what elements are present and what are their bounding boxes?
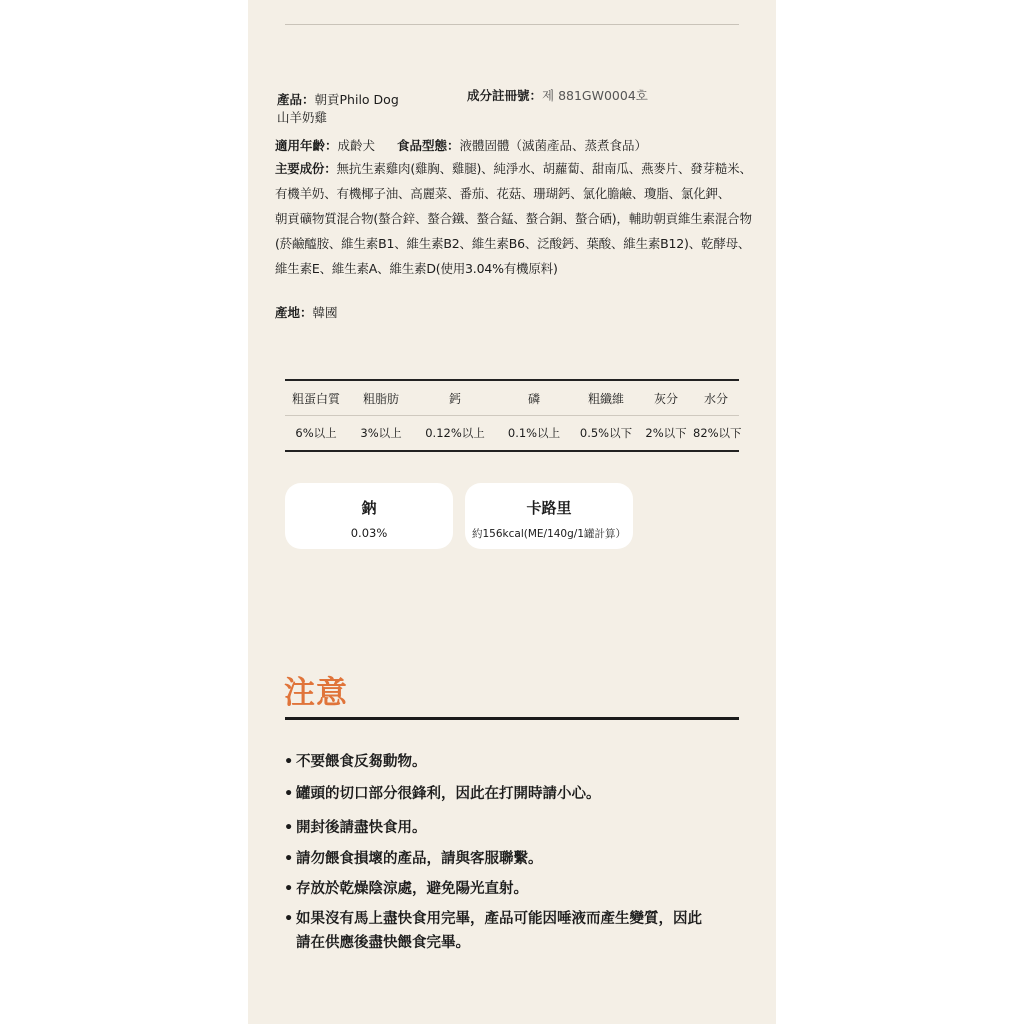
calorie-card [465,483,633,549]
product-name-line2: 山羊奶雞 [277,110,328,125]
top-divider [285,24,739,25]
nutrition-header: 粗纖維 [573,380,639,416]
nutrition-value: 2%以下 [639,416,693,452]
bullet-icon: • [284,911,294,927]
type-value: 液體固體（滅菌產品、蒸煮食品） [459,138,648,153]
nutrition-value: 3%以上 [347,416,415,452]
nutrition-header: 鈣 [415,380,495,416]
caution-item-text: 請在供應後盡快餵食完畢。 [296,935,470,951]
caution-item [284,750,427,774]
ingredients-label: 主要成份： [275,161,337,176]
product-info-panel [248,0,776,1024]
caution-item [284,816,427,840]
caution-item-text: 罐頭的切口部分很鋒利，因此在打開時請小心。 [296,786,601,802]
registration-number [467,88,648,104]
age-value: 成齡犬 [337,138,376,153]
type-label: 食品型態： [397,138,460,153]
ingredients-line: (菸鹼醯胺、維生素B1、維生素B2、維生素B6、泛酸鈣、葉酸、維生素B12)、乾酵母、 [275,236,751,251]
origin-row [275,305,338,321]
ingredients-line: 有機羊奶、有機椰子油、高麗菜、番茄、花菇、珊瑚鈣、氯化膽鹼、瓊脂、氯化鉀、 [275,186,731,201]
nutrition-value: 0.1%以上 [495,416,573,452]
age-and-type-row [275,138,647,154]
nutrition-header: 粗蛋白質 [285,380,347,416]
origin-value: 韓國 [312,305,338,320]
caution-item-text: 請勿餵食損壞的產品，請與客服聯繫。 [296,851,543,867]
nutrition-table [285,379,742,452]
sodium-value: 0.03% [350,526,388,540]
nutrition-value: 0.5%以下 [573,416,639,452]
bullet-icon: • [284,786,294,802]
ingredients-line: 朝貢礦物質混合物(螯合鋅、螯合鐵、螯合錳、螯合銅、螯合硒)，輔助朝貢維生素混合物 [275,211,752,226]
sodium-card [285,483,453,549]
nutrition-header: 粗脂肪 [347,380,415,416]
nutrition-header: 灰分 [639,380,693,416]
caution-divider [285,717,739,720]
bullet-icon: • [284,820,294,836]
bullet-icon: • [284,851,294,867]
product-name-value: 朝貢Philo Dog [314,92,399,107]
bullet-icon: • [284,754,294,770]
calorie-title: 卡路里 [526,499,572,517]
age-label: 適用年齡： [275,138,338,153]
nutrition-header: 水分 [693,380,739,416]
product-name [277,92,399,108]
origin-label: 產地： [275,305,313,320]
caution-item [284,782,601,806]
nutrition-header: 磷 [495,380,573,416]
calorie-value: 約156kcal(ME/140g/1罐計算） [472,528,626,540]
nutrition-header-row [285,380,739,416]
registration-label: 成分註冊號： [467,88,543,103]
registration-value: 제 881GW0004호 [542,88,648,103]
caution-item-text: 如果沒有馬上盡快食用完畢，產品可能因唾液而產生變質，因此 [296,911,702,927]
product-name-label: 產品： [277,92,315,107]
caution-item [284,907,702,931]
nutrition-value: 82%以下 [693,416,739,452]
caution-item [284,877,528,901]
caution-item [284,847,543,871]
ingredients-line: 維生素E、維生素A、維生素D(使用3.04%有機原料) [275,261,558,276]
sodium-title: 鈉 [361,499,377,517]
caution-item-text: 不要餵食反芻動物。 [296,754,427,770]
bullet-icon: • [284,881,294,897]
ingredients-text: 無抗生素雞肉(雞胸、雞腿)、純淨水、胡蘿蔔、甜南瓜、燕麥片、發芽糙米、 [336,161,752,176]
ingredients-line [275,159,752,177]
caution-item-text: 存放於乾燥陰涼處，避免陽光直射。 [296,881,528,897]
caution-item-continuation [284,931,470,955]
caution-title: 注意 [284,675,348,711]
caution-item-text: 開封後請盡快食用。 [296,820,427,836]
nutrition-value-row [285,416,739,452]
nutrition-value: 6%以上 [285,416,347,452]
nutrition-value: 0.12%以上 [415,416,495,452]
